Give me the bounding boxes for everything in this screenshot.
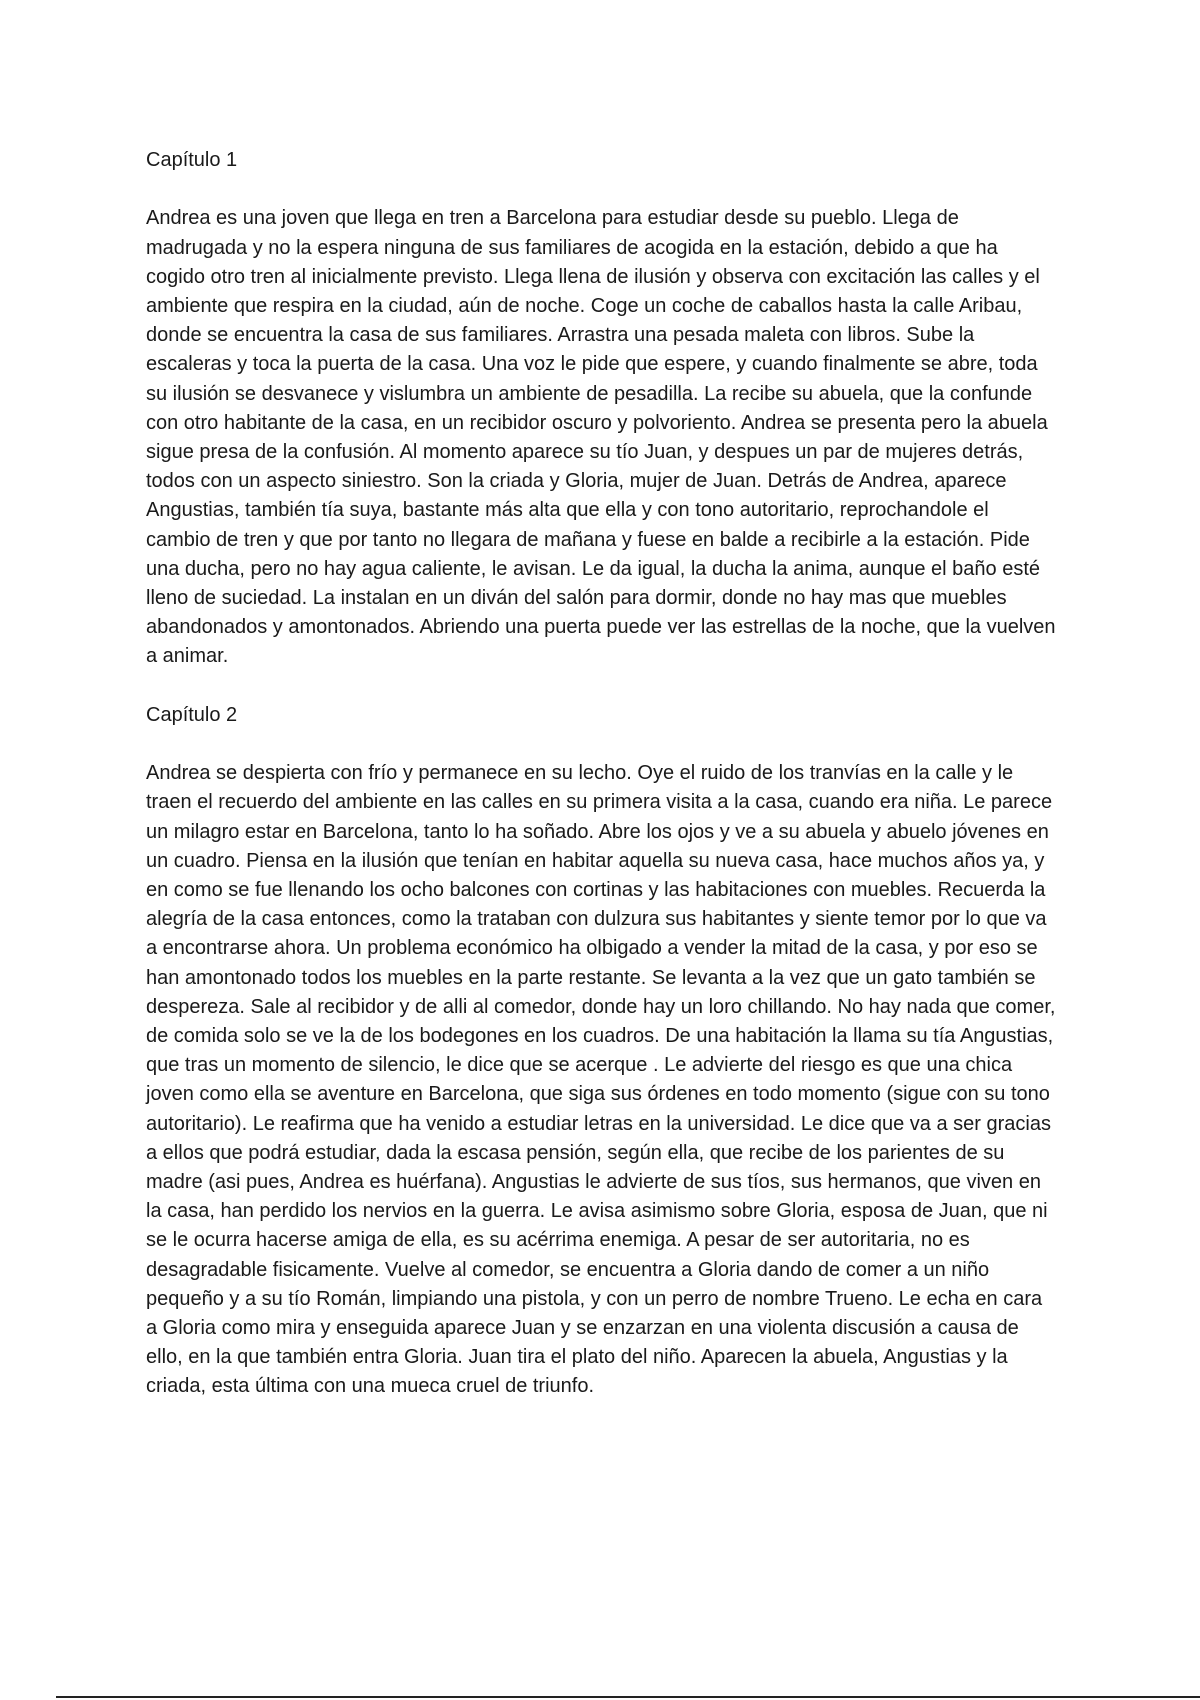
page-bottom-divider xyxy=(56,1696,1200,1698)
chapter-2-body: Andrea se despierta con frío y permanece en su lecho. Oye el ruido de los tranvías en la calle y le traen el recuerdo del ambiente en las calles en su primera visita a la casa, cuando era niña. Le parece un milagro estar en Barcelona, tanto lo ha soñado. Abre los ojos y ve a su abuela y abuelo jóvenes en un cuadro. Piensa en la ilusión que tenían en habitar aquella su nueva casa, hace muchos años ya, y en como se fue llenando los ocho balcones con cortinas y las habitaciones con muebles. Recuerda la alegría de la casa entonces, como la trataban con dulzura sus habitantes y siente temor por lo que va a encontrarse ahora. Un problema económico ha olbigado a vender la mitad de la casa, y por eso se han amontonado todos los muebles en la parte restante. Se levanta a la vez que un gato también se despereza. Sale al recibidor y de alli al comedor, donde hay un loro chillando. No hay nada que comer, de comida solo se ve la de los bodegones en los cuadros. De una habitación la llama su tía Angustias, que tras un momento de silencio, le dice que se acerque . Le advierte del riesgo es que una chica joven como ella se aventure en Barcelona, que siga sus órdenes en todo momento (sigue con su tono autoritario). Le reafirma que ha venido a estudiar letras en la universidad. Le dice que va a ser gracias a ellos que podrá estudiar, dada la escasa pensión, según ella, que recibe de los parientes de su madre (asi pues, Andrea es huérfana). Angustias le advierte de sus tíos, sus hermanos, que viven en la casa, han perdido los nervios en la guerra. Le avisa asimismo sobre Gloria, esposa de Juan, que ni se le ocurra hacerse amiga de ella, es su acérrima enemiga. A pesar de ser autoritaria, no es desagradable fisicamente. Vuelve al comedor, se encuentra a Gloria dando de comer a un niño pequeño y a su tío Román, limpiando una pistola, y con un perro de nombre Trueno. Le echa en cara a Gloria como mira y enseguida aparece Juan y se enzarzan en una violenta discusión a causa de ello, en la que también entra Gloria. Juan tira el plato del niño. Aparecen la abuela, Angustias y la criada, esta última con una mueca cruel de triunfo. xyxy=(146,762,1056,1398)
chapter-1-title: Capítulo 1 xyxy=(146,149,238,171)
chapter-1 xyxy=(146,146,1058,672)
chapter-2-title: Capítulo 2 xyxy=(146,703,238,726)
document-content xyxy=(146,146,1058,1431)
chapter-2 xyxy=(146,701,1058,1402)
chapter-1-body: Andrea es una joven que llega en tren a Barcelona para estudiar desde su pueblo. Llega de madrugada y no la espera ninguna de sus familiares de acogida en la estación, debido a que ha cogido otro tren al inicialmente previsto. Llega llena de ilusión y observa con excitación las calles y el ambiente que respira en la ciudad, aún de noche. Coge un coche de caballos hasta la calle Aribau, donde se encuentra la casa de sus familiares. Arrastra una pesada maleta con libros. Sube la escaleras y toca la puerta de la casa. Una voz le pide que espere, y cuando finalmente se abre, toda su ilusión se desvanece y vislumbra un ambiente de pesadilla. La recibe su abuela, que la confunde con otro habitante de la casa, en un recibidor oscuro y polvoriento. Andrea se presenta pero la abuela sigue presa de la confusión. Al momento aparece su tío Juan, y despues un par de mujeres detrás, todos con un aspecto siniestro. Son la criada y Gloria, mujer de Juan. Detrás de Andrea, aparece Angustias, también tía suya, bastante más alta que ella y con tono autoritario, reprochandole el cambio de tren y que por tanto no llegara de mañana y fuese en balde a recibirle a la estación. Pide una ducha, pero no hay agua caliente, le avisan. Le da igual, la ducha la anima, aunque el baño esté lleno de suciedad. La instalan en un diván del salón para dormir, donde no hay mas que muebles abandonados y amontonados. Abriendo una puerta puede ver las estrellas de la noche, que la vuelven a animar. xyxy=(146,207,1056,668)
